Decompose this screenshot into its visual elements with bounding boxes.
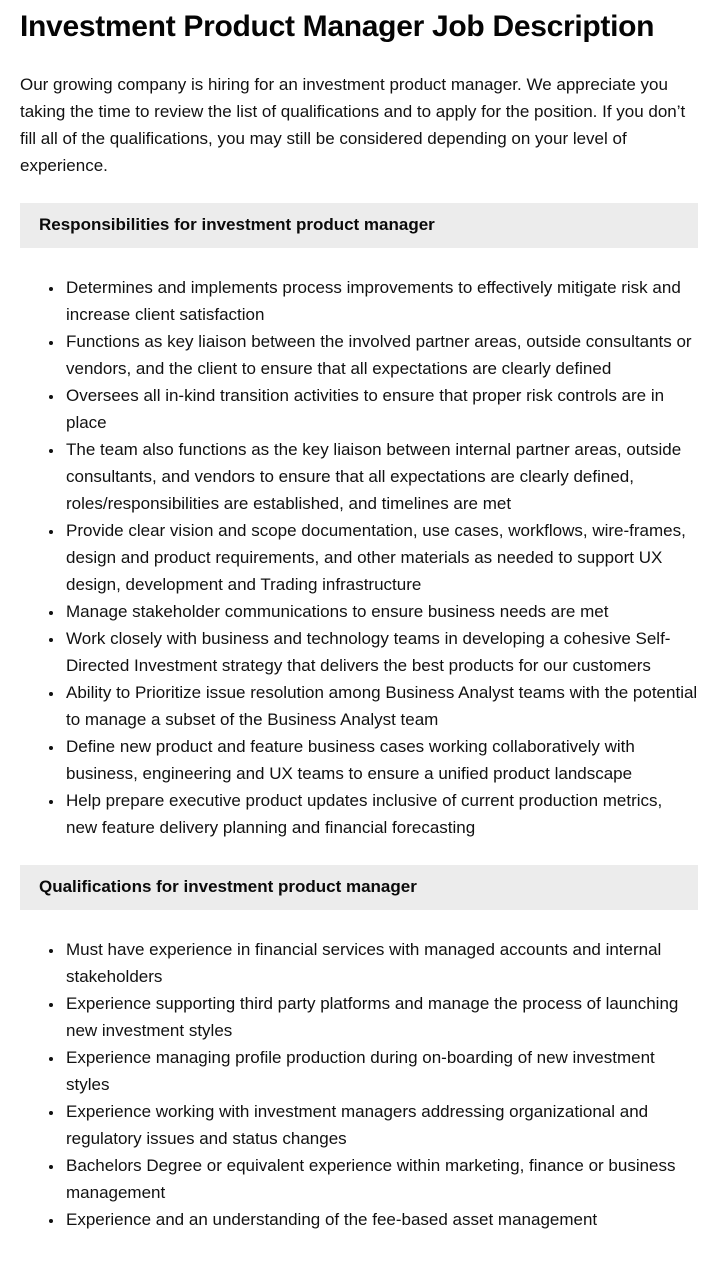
qualification-item: • Experience supporting third party platforms and manage the process of launching new investment styles: [64, 990, 698, 1044]
responsibility-item: • Provide clear vision and scope documentation, use cases, workflows, wire-frames, design and product requirements, and other materials as needed to support UX design, development and Trading infrastructure: [64, 517, 698, 598]
responsibilities-section-header: [20, 203, 698, 248]
qualifications-section-header: [20, 865, 698, 910]
responsibility-item: • Work closely with business and technology teams in developing a cohesive Self-Directed Investment strategy that delivers the best products for our customers: [64, 625, 698, 679]
responsibility-item: • Oversees all in-kind transition activities to ensure that proper risk controls are in place: [64, 382, 698, 436]
qualification-item: • Bachelors Degree or equivalent experience within marketing, finance or business management: [64, 1152, 698, 1206]
page-title: Investment Product Manager Job Description: [20, 10, 655, 43]
responsibility-item: • The team also functions as the key liaison between internal partner areas, outside consultants, and vendors to ensure that all expectations are clearly defined, roles/responsibilities are established, and timelines are met: [64, 436, 698, 517]
responsibility-item: • Define new product and feature business cases working collaboratively with business, engineering and UX teams to ensure a unified product landscape: [64, 733, 698, 787]
qualifications-heading: Qualifications for investment product manager: [39, 876, 417, 896]
responsibilities-list: [20, 274, 698, 841]
responsibility-item: • Manage stakeholder communications to ensure business needs are met: [64, 598, 698, 625]
responsibility-item: • Functions as key liaison between the involved partner areas, outside consultants or vendors, and the client to ensure that all expectations are clearly defined: [64, 328, 698, 382]
intro-paragraph: Our growing company is hiring for an investment product manager. We appreciate you taking the time to review the list of qualifications and to apply for the position. If you don’t fill all of the qualifications, you may still be considered depending on your level of experience.: [20, 74, 686, 175]
responsibility-item: • Help prepare executive product updates inclusive of current production metrics, new feature delivery planning and financial forecasting: [64, 787, 698, 841]
qualification-item: • Experience managing profile production during on-boarding of new investment styles: [64, 1044, 698, 1098]
qualification-item: • Experience working with investment managers addressing organizational and regulatory issues and status changes: [64, 1098, 698, 1152]
qualifications-list: [20, 936, 698, 1233]
responsibility-item: • Determines and implements process improvements to effectively mitigate risk and increase client satisfaction: [64, 274, 698, 328]
qualification-item: • Experience and an understanding of the fee-based asset management: [64, 1206, 698, 1233]
responsibilities-heading: Responsibilities for investment product manager: [39, 214, 435, 234]
responsibility-item: • Ability to Prioritize issue resolution among Business Analyst teams with the potential to manage a subset of the Business Analyst team: [64, 679, 698, 733]
qualification-item: • Must have experience in financial services with managed accounts and internal stakeholders: [64, 936, 698, 990]
